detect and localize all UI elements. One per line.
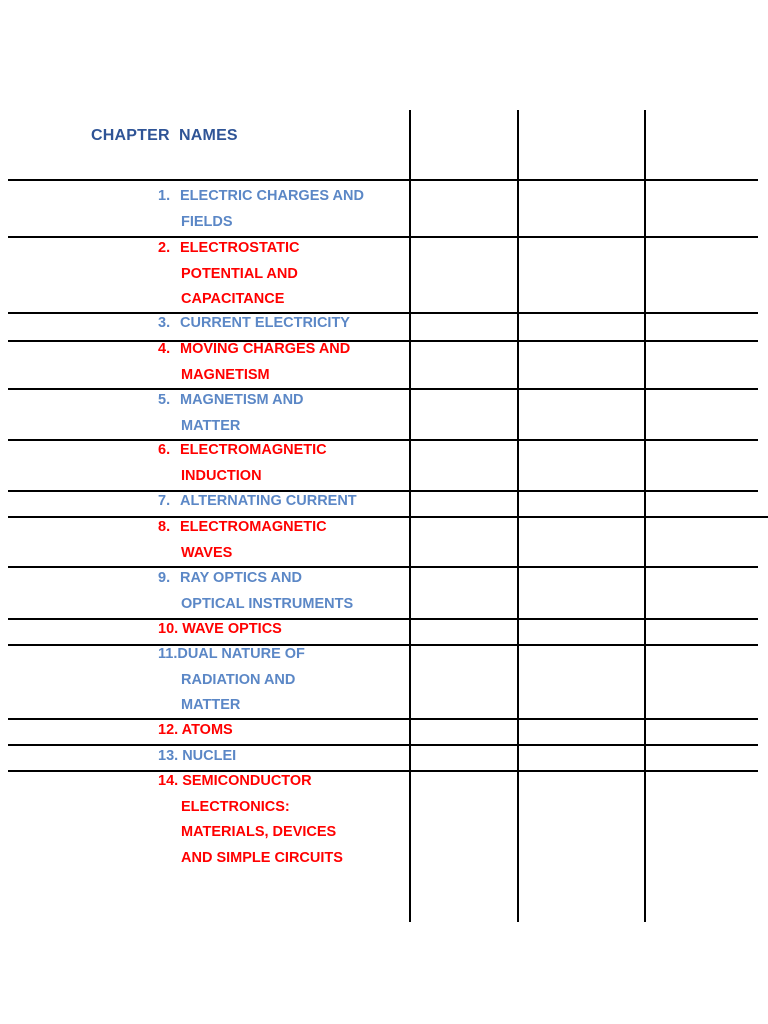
chapter-title-line: WAVE OPTICS [182, 621, 282, 637]
chapter-item [158, 642, 305, 719]
page-title: CHAPTER NAMES [91, 127, 238, 144]
chapter-title-line: AND SIMPLE CIRCUITS [181, 849, 343, 866]
chapter-title-line: ELECTROMAGNETIC [180, 519, 327, 535]
chapter-number: 14. [158, 773, 179, 789]
chapter-title-line: CAPACITANCE [181, 291, 285, 307]
chapter-title-line: ALTERNATING CURRENT [180, 493, 357, 509]
chapter-item [158, 515, 327, 566]
row-divider [8, 490, 758, 492]
chapter-title-line: MATTER [181, 417, 241, 434]
chapter-title-line: DUAL NATURE OF [177, 646, 305, 662]
chapter-title-line: FIELDS [181, 213, 233, 230]
chapter-title-line: MOVING CHARGES AND [180, 341, 351, 357]
chapter-title-line: OPTICAL INSTRUMENTS [181, 595, 354, 612]
chapter-number: 7. [158, 493, 171, 509]
row-divider [8, 566, 758, 568]
chapter-item [158, 489, 357, 515]
row-divider [8, 718, 758, 720]
chapter-number: 2. [158, 240, 171, 256]
chapter-title-line: RAY OPTICS AND [180, 570, 302, 586]
row-divider [8, 770, 758, 772]
chapter-title-line: MATERIALS, DEVICES [181, 824, 337, 840]
chapter-title-line: ELECTROSTATIC [180, 240, 300, 256]
chapter-item [158, 769, 343, 871]
chapter-item [158, 388, 304, 439]
row-divider [8, 388, 758, 390]
chapter-item [158, 617, 282, 643]
chapter-number: 8. [158, 519, 171, 535]
chapter-title-line: ELECTRONICS: [181, 798, 290, 815]
chapter-number: 12. [158, 722, 179, 738]
chapter-item [158, 718, 233, 744]
row-divider [8, 179, 758, 181]
chapter-title-line: MAGNETISM AND [180, 392, 304, 408]
chapter-title-line: CURRENT ELECTRICITY [180, 315, 350, 331]
row-divider [8, 644, 758, 646]
chapter-number: 6. [158, 442, 171, 458]
row-divider [8, 312, 758, 314]
chapter-title-line: NUCLEI [182, 748, 237, 764]
chapter-number: 1. [158, 188, 171, 204]
row-divider [8, 516, 768, 518]
row-divider [8, 340, 758, 342]
chapter-item [158, 337, 350, 388]
chapter-item [158, 566, 353, 617]
chapter-title-line: POTENTIAL AND [181, 265, 298, 282]
chapter-title-line: MAGNETISM [181, 366, 270, 383]
chapter-title-line: ELECTROMAGNETIC [180, 442, 327, 458]
chapter-number: 11. [158, 646, 178, 662]
chapter-title-line: INDUCTION [181, 467, 262, 484]
chapter-title-line: ATOMS [181, 722, 233, 738]
row-divider [8, 618, 758, 620]
row-divider [8, 236, 758, 238]
chapter-title-line: ELECTRIC CHARGES AND [180, 188, 364, 204]
chapter-number: 5. [158, 392, 171, 408]
chapter-title-line: SEMICONDUCTOR [182, 773, 312, 789]
chapter-number: 10. [158, 621, 179, 637]
chapter-number: 3. [158, 315, 171, 331]
chapter-title-line: MATTER [181, 697, 241, 713]
chapter-number: 4. [158, 341, 171, 357]
chapter-title-line: WAVES [181, 544, 233, 561]
chapter-number: 9. [158, 570, 171, 586]
row-divider [8, 439, 758, 441]
chapter-title-line: RADIATION AND [181, 671, 296, 688]
chapter-item [158, 744, 236, 770]
chapter-number: 13. [158, 748, 179, 764]
chapter-item [158, 184, 364, 235]
row-divider [8, 744, 758, 746]
chapter-item [158, 311, 350, 337]
chapter-item [158, 438, 327, 489]
chapter-item [158, 236, 299, 313]
